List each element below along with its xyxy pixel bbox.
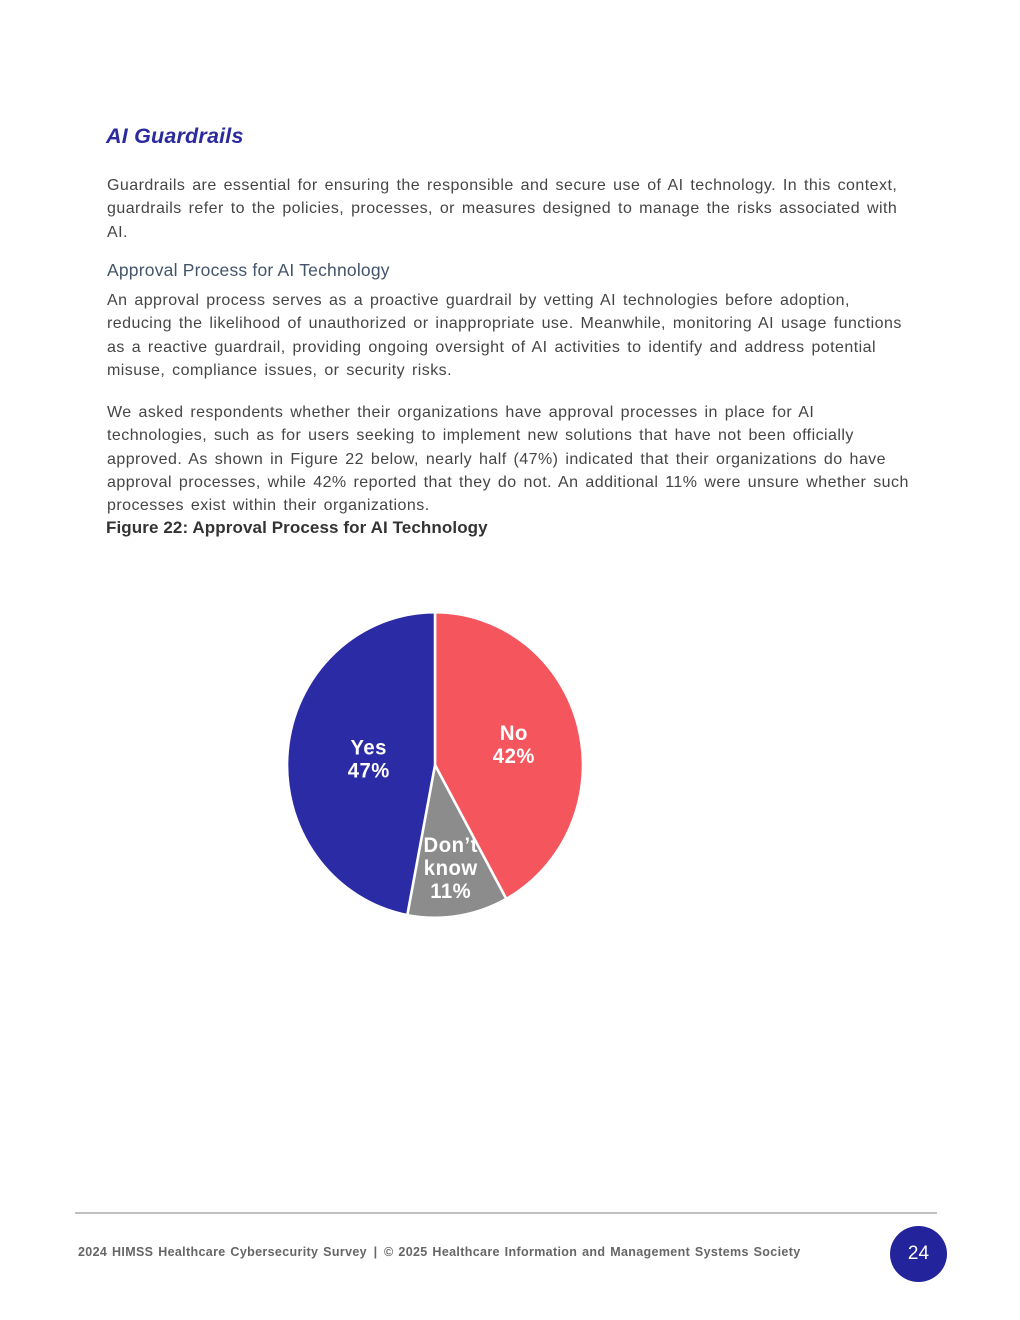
footer-text: 2024 HIMSS Healthcare Cybersecurity Survey | © 2025 Healthcare Information and Management Systems Society [78, 1245, 801, 1259]
section-title: AI Guardrails [106, 124, 244, 149]
figure-22-pie [283, 608, 587, 922]
page-number: 24 [907, 1243, 930, 1264]
pie-label-don-t-know: Don’t know 11% [423, 833, 478, 904]
pie-label-no: No 42% [492, 721, 535, 768]
pie-label-yes: Yes 47% [347, 736, 390, 783]
paragraph-approval-process: An approval process serves as a proactive guardrail by vetting AI technologies before adoption, reducing the likelihood of unauthorized or inappropriate use. Meanwhile, monitoring AI usage functions as a reactive guardrail, providing ongoing oversight of AI activities to identify and address potential misuse, compliance issues, or security risks. [107, 292, 902, 379]
paragraph-survey-results: We asked respondents whether their organizations have approval processes in place for AI technologies, such as for users seeking to implement new solutions that have not been officially approved. As shown in Figure 22 below, nearly half (47%) indicated that their organizations do have approval processes, while 42% reported that they do not. An additional 11% were unsure whether such processes exist within their organizations. [107, 404, 909, 515]
paragraph-guardrails-intro: Guardrails are essential for ensuring the responsible and secure use of AI technology. In this context, guardrails refer to the policies, processes, or measures designed to manage the risks associated with AI. [107, 177, 898, 241]
figure-caption: Figure 22: Approval Process for AI Technology [106, 518, 488, 537]
page-number-badge [890, 1226, 947, 1282]
footer-divider [75, 1212, 937, 1214]
subheading-approval-process: Approval Process for AI Technology [107, 259, 390, 280]
pie-chart [283, 608, 587, 922]
